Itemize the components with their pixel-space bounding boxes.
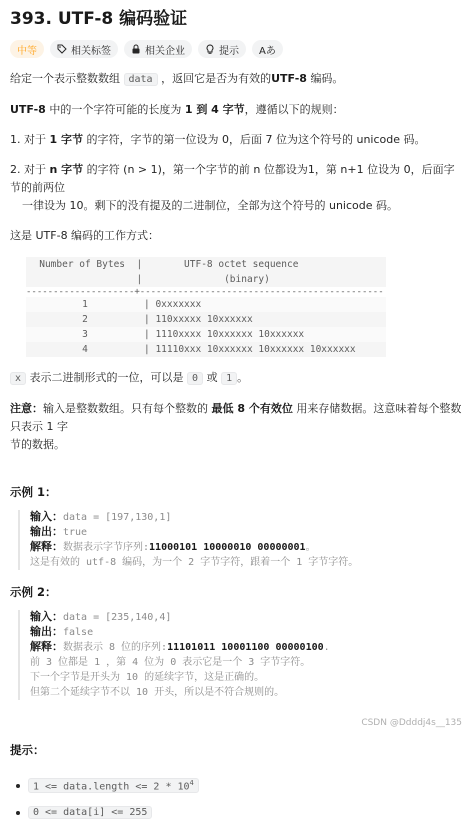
table-cell: | 110xxxxx 10xxxxxx bbox=[144, 314, 253, 325]
explanation-line: 下一个字节是开头为 10 的延续字节，这是正确的。 bbox=[30, 672, 265, 683]
table-separator bbox=[26, 287, 386, 297]
input-label: 输入： bbox=[30, 611, 63, 623]
related-tags-label: 相关标签 bbox=[71, 45, 111, 57]
bold-text: n 字节 bbox=[49, 163, 84, 176]
watermark: CSDN @Ddddj4s__135 bbox=[361, 718, 462, 728]
input-value: data = [197,130,1] bbox=[63, 512, 172, 523]
output-label: 输出： bbox=[30, 526, 63, 538]
hints-title: 提示： bbox=[10, 743, 45, 757]
explanation-text: . bbox=[323, 642, 330, 653]
explanation-label: 解释： bbox=[30, 641, 63, 653]
bold-text: 注意： bbox=[10, 402, 43, 415]
desc-text: 的字符，字节的第一位设为 0，后面 7 位为这个符号的 unicode 码。 bbox=[86, 133, 426, 146]
desc-text: 表示二进制形式的一位，可以是 bbox=[29, 371, 184, 384]
lock-icon bbox=[131, 44, 141, 54]
desc-text: 或 bbox=[206, 371, 218, 384]
table-header-row bbox=[26, 272, 386, 287]
desc-text: 编码。 bbox=[310, 72, 344, 85]
input-value: data = [235,140,4] bbox=[63, 612, 172, 623]
table-row bbox=[26, 327, 386, 342]
bold-text: UTF-8 bbox=[10, 103, 46, 116]
font-size-button[interactable]: Aあ bbox=[252, 40, 283, 58]
explanation-text: 。 bbox=[305, 542, 316, 553]
input-label: 输入： bbox=[30, 511, 63, 523]
note-paragraph bbox=[10, 400, 464, 454]
tag-icon bbox=[57, 44, 67, 54]
desc-text: 中的一个字符可能的长度为 bbox=[49, 103, 182, 116]
lightbulb-icon bbox=[205, 44, 215, 54]
difficulty-badge[interactable]: 中等 bbox=[10, 40, 44, 58]
bullet-icon bbox=[16, 784, 20, 788]
explanation-text: 数据表示字节序列: bbox=[63, 542, 150, 553]
table-cell: 1 bbox=[82, 299, 88, 310]
utf8-table bbox=[26, 257, 386, 357]
explanation-label: 解释： bbox=[30, 541, 63, 553]
bold-text: 1 字节 bbox=[49, 133, 83, 146]
problem-title: 393. UTF-8 编码验证 bbox=[10, 9, 188, 29]
hint-label: 提示 bbox=[219, 45, 239, 57]
table-header-cell: UTF-8 octet sequence bbox=[144, 259, 299, 270]
inline-code: data bbox=[124, 73, 158, 86]
table-row bbox=[26, 297, 386, 312]
explanation-line: 但第二个延续字节不以 10 开头，所以是不符合规则的。 bbox=[30, 687, 285, 698]
explanation-line: 前 3 位都是 1 ，第 4 位为 0 表示它是一个 3 字节字符。 bbox=[30, 657, 311, 668]
output-value: false bbox=[63, 627, 94, 638]
explanation-bold: 11101011 10001100 00000100 bbox=[167, 642, 324, 653]
table-cell: 4 bbox=[82, 344, 88, 355]
list-item bbox=[10, 806, 464, 819]
desc-text: ，返回它是否为有效的 bbox=[161, 72, 272, 85]
bullet-icon bbox=[16, 811, 20, 815]
output-value: true bbox=[63, 527, 88, 538]
constraint-code bbox=[28, 778, 199, 793]
desc-text: 的字符 (n > 1)，第一个字节的前 n 位都设为1，第 n+1 位设为 0，后面字节的前两位 bbox=[10, 163, 455, 194]
x-note bbox=[10, 369, 464, 388]
table-separator-text: --------------------+--------------------------------------------- bbox=[26, 287, 384, 297]
table-header-cell: | bbox=[27, 274, 143, 285]
example-1-title: 示例 1： bbox=[10, 485, 57, 499]
table-cell: | 0xxxxxxx bbox=[144, 299, 202, 310]
hint-button[interactable] bbox=[198, 40, 246, 58]
table-cell: | 1110xxxx 10xxxxxx 10xxxxxx bbox=[144, 329, 305, 340]
inline-code: 0 bbox=[187, 372, 203, 385]
desc-text: 用来存储数据。这意味着每个整数只表示 1 字 bbox=[10, 402, 462, 433]
desc-text: 节的数据。 bbox=[10, 438, 65, 451]
desc-text: ，遵循以下的规则： bbox=[244, 103, 344, 116]
related-companies-button[interactable] bbox=[124, 40, 192, 58]
inline-code: x bbox=[10, 372, 26, 385]
related-companies-label: 相关企业 bbox=[145, 45, 185, 57]
example-2-title: 示例 2： bbox=[10, 585, 57, 599]
example-2-block bbox=[18, 610, 464, 700]
table-row bbox=[26, 312, 386, 327]
explanation-bold: 11000101 10000010 00000001 bbox=[149, 542, 306, 553]
table-header-cell: Number of Bytes | bbox=[27, 259, 143, 270]
explanation-text: 数据表示 8 位的序列: bbox=[63, 642, 168, 653]
constraints-list bbox=[10, 778, 464, 819]
table-cell: 2 bbox=[82, 314, 88, 325]
list-item bbox=[10, 778, 464, 793]
description-paragraph-1 bbox=[10, 70, 464, 89]
desc-text: 1. 对于 bbox=[10, 133, 46, 146]
example-1-block bbox=[18, 510, 464, 570]
bold-text: 1 到 4 字节 bbox=[184, 103, 245, 116]
bold-text: UTF-8 bbox=[271, 72, 307, 85]
desc-text: 2. 对于 bbox=[10, 163, 46, 176]
output-label: 输出： bbox=[30, 626, 63, 638]
table-cell: 3 bbox=[82, 329, 88, 340]
table-header-cell: (binary) bbox=[144, 274, 270, 285]
table-header-row bbox=[26, 257, 386, 272]
bold-text: 最低 8 个有效位 bbox=[211, 402, 293, 415]
desc-text: 输入是整数数组。只有每个整数的 bbox=[43, 402, 208, 415]
constraint-text: 1 <= data.length <= 2 * 10 bbox=[33, 781, 190, 793]
explanation-line: 这是有效的 utf-8 编码，为一个 2 字节字符，跟着一个 1 字节字符。 bbox=[30, 557, 359, 568]
tag-bar bbox=[10, 40, 464, 58]
rule-1 bbox=[10, 131, 464, 149]
desc-text: 。 bbox=[237, 371, 249, 384]
constraint-code: 0 <= data[i] <= 255 bbox=[28, 806, 152, 819]
inline-code: 1 bbox=[221, 372, 237, 385]
table-cell: | 11110xxx 10xxxxxx 10xxxxxx 10xxxxxx bbox=[144, 344, 356, 355]
table-row bbox=[26, 342, 386, 357]
desc-text: 一律设为 10。剩下的没有提及的二进制位，全部为这个符号的 unicode 码。 bbox=[22, 199, 399, 212]
description-paragraph-3: 这是 UTF-8 编码的工作方式： bbox=[10, 229, 160, 242]
description-paragraph-2 bbox=[10, 101, 464, 119]
constraint-exponent: 4 bbox=[189, 779, 194, 787]
related-tags-button[interactable] bbox=[50, 40, 118, 58]
desc-text: 给定一个表示整数数组 bbox=[10, 72, 120, 85]
rule-2 bbox=[10, 161, 464, 215]
